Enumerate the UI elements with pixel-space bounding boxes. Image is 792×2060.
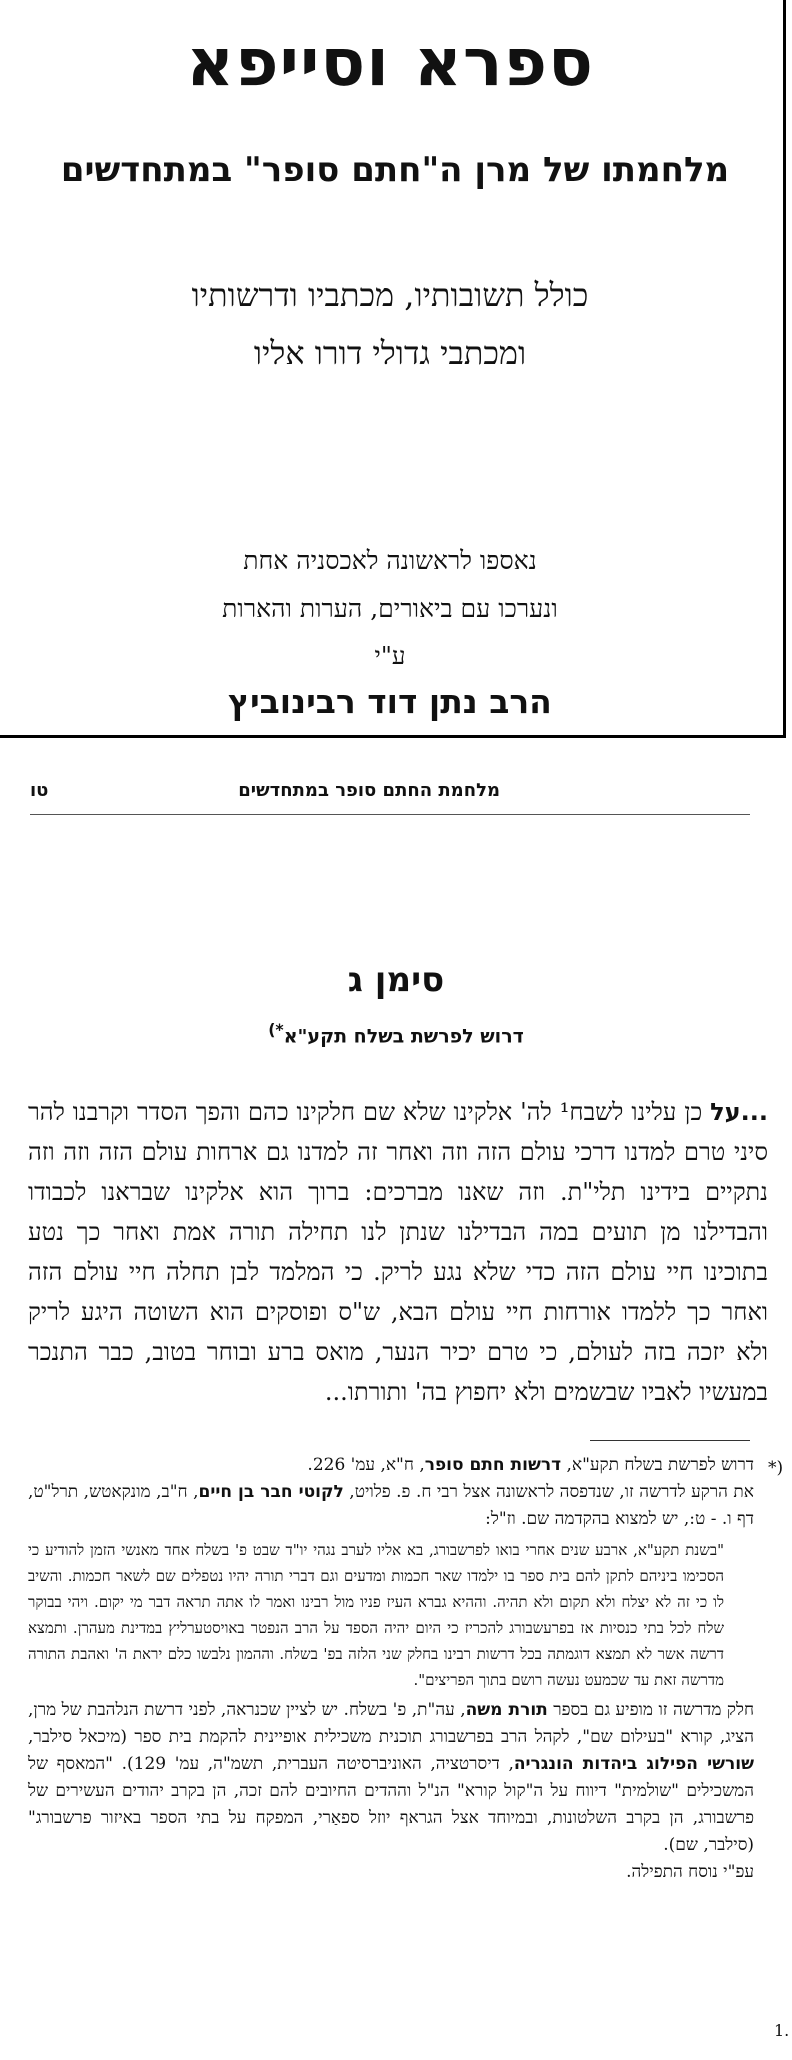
fn-book-title: לקוטי חבר בן חיים: [198, 1482, 344, 1502]
by-line: ע"י: [374, 642, 406, 670]
collected-line-2: ונערכו עם ביאורים, הערות והארות: [222, 594, 558, 623]
footnote-star-line-2: [28, 1479, 754, 1533]
contents-line-2: ומכתבי גדולי דורו אליו: [253, 334, 527, 372]
book-subtitle: מלחמתו של מרן ה"חתם סופר" במתחדשים: [60, 150, 730, 190]
footnote-1-mark: 1.: [774, 2021, 790, 2040]
footnote-star-line-1: [28, 1452, 754, 1479]
body-lead-word: ...על: [710, 1098, 768, 1126]
fn-book-title: דרשות חתם סופר: [424, 1455, 562, 1475]
fn-text: , ח"ב, מונקאטש, תרל"ט, דף ו. - ט:, יש למצוא בהקדמה שם. וז"ל:: [28, 1482, 754, 1529]
collected-line-1: נאספו לראשונה לאכסניה אחת: [243, 546, 537, 575]
footnote-star-mark: *): [768, 1458, 784, 1478]
fn-text: , ח"א, עמ' 226.: [307, 1455, 425, 1475]
body-paragraph: [28, 1092, 768, 1412]
book-title: ספרא וסייפא: [186, 24, 594, 101]
fn-book-title: תורת משה: [465, 1700, 548, 1720]
footnote-1: עפ"י נוסח התפילה.: [626, 1862, 754, 1882]
title-page: [0, 0, 786, 738]
fn-text: חלק מדרשה זו מופיע גם בספר: [547, 1700, 755, 1720]
fn-text: , דיסרטציה, האוניברסיטה העברית, תשמ"ה, עמ' 129). "המאסף של המשכילים "שולמית" דיווח על ה"קול קורא" הנ"ל וההדים החיובים להם זכה, הן בקרב יהודים העשירים של פרשבורג, הן בקרב השלטונות, ובמיוחד אצל הגראף יוזל ספאַרי, המפקח על בתי הספר באיזור פרשבורג" (סילבר, שם).: [28, 1754, 754, 1855]
section-subtitle: [0, 1020, 792, 1047]
fn-text: , עה"ת, פ' בשלח. יש לציין שכנראה, לפני דרשת הנלהבת של מרן, הציג, קורא "בעילום שם", לקהל הרב בפרשבורג תוכנית משכילית אופיינית להקמת בית ספר (מיכאל סילבר,: [28, 1700, 754, 1747]
fn-text: דרוש לפרשת בשלח תקע"א,: [561, 1455, 754, 1475]
running-header: [30, 780, 750, 815]
footnote-para-2: [28, 1697, 754, 1859]
fn-text: את הרקע לדרשה זו, שנדפסה לראשונה אצל רבי ח. פ. פלויט,: [343, 1482, 754, 1502]
section-subtitle-text: דרוש לפרשת בשלח תקע"א: [283, 1025, 524, 1048]
contents-line-1: כולל תשובותיו, מכתביו ודרשותיו: [191, 276, 589, 314]
body-text: כן עלינו לשבח¹ לה' אלקינו שלא שם חלקינו כהם והפך הסדר וקרבנו להר סיני טרם למדנו דרכי עולם הזה וזה ואחר זה למדנו גם ארחות עולם הזה וזה וזה נתקיים בידינו תלי"ת. וזה שאנו מברכים: ברוך הוא אלקינו שבראנו לכבודו והבדילנו מן תועים במה הבדילנו שנתן לנו תחילה תורה אמת ואחר כך נטע בתוכינו חיי עולם הזה כדי שלא נגע לריק. כי המלמד לבן תחלה חיי עולם הזה ואחר כך ללמדו אורחות חיי עולם הבא, ש"ס ופוסקים הוא השוטה היגע לריק ולא יזכה בזה לעולם, כי טרם יכיר הנער, מואס ברע ובוחר בטוב, כבר התנכר במעשיו לאביו שבשמים ולא יחפוץ בה' ותורתו...: [28, 1098, 768, 1406]
footnote-ref-star: *): [268, 1020, 284, 1039]
section-title: סימן ג: [347, 960, 445, 1000]
footnote-divider: [590, 1440, 750, 1441]
author-name: הרב נתן דוד רבינוביץ: [228, 682, 552, 721]
running-header-title: מלחמת החתם סופר במתחדשים: [238, 780, 500, 801]
page-number: טו: [30, 780, 49, 801]
fn-book-title: שורשי הפילוג ביהדות הונגריה: [513, 1754, 754, 1774]
footnote-quote: "בשנת תקע"א, ארבע שנים אחרי בואו לפרשבורג, בא אליו לערב נגהי יו"ד שבט פ' בשלח אחד מאנשי הזמן להודיע כי הסכימו ביניהם לתקן להם בית ספר בו ילמדו שאר חכמות ומדעים וגם דברי תורה יהיו נטפלים שם לשאר חכמות. והשיב לו כי זה לא יצלח ולא תקום ולא תהיה. וההיא גברא העיז פניו מול רבינו ואמר לו אתה תראה דבר מי יקום. ויהי בבוקר שלח לכל בתי כנסיות אז בפרעשבורג להכריז כי היום יהיה הספד על הרב הנפטר באויסטערליץ במדינת מעהרן. ותמצא דרשה אשר לא תמצא דוגמתה בכל דרשות רבינו בחלק שני הלזה בפ' בשלח. וההמון נלבשו כלם יראת ה' ואהבת התורה מדרשה זאת עד שכמעט נעשה רושם בתוך הפריצים".: [28, 1541, 724, 1689]
footnotes: [28, 1452, 754, 1886]
